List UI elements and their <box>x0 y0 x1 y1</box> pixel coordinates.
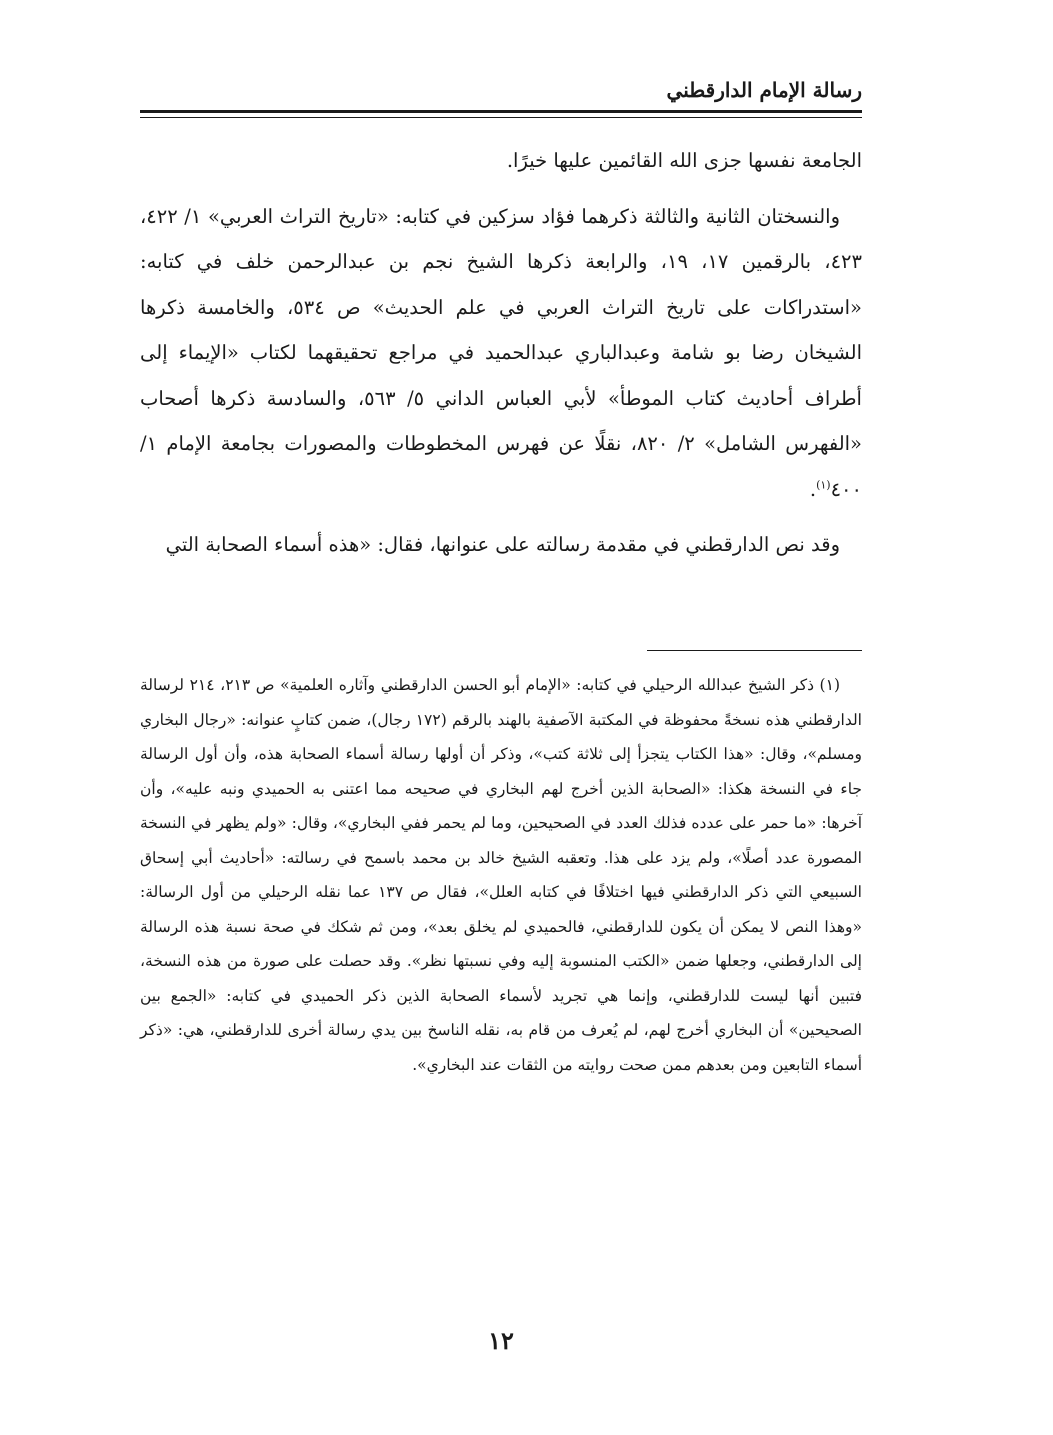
footnote-1: (١) ذكر الشيخ عبدالله الرحيلي في كتابه: «الإمام أبو الحسن الدارقطني وآثاره العلمية» ص ٢١٣، ٢١٤ لرسالة الدارقطني هذه نسخةً محفوظة في المكتبة الآصفية بالهند بالرقم (١٧٢ رجال)، ضمن كتابٍ عنوانه: «رجال البخاري ومسلم»، وقال: «هذا الكتاب يتجزأ إلى ثلاثة كتب»، وذكر أن أولها رسالة أسماء الصحابة هذه، وأن أول الرسالة جاء في النسخة هكذا: «الصحابة الذين أخرج لهم البخاري في صحيحه مما اعتنى به الحميدي ونبه عليه»، وأن آخرها: «ما حمر على عدده فذلك العدد في الصحيحين، وما لم يحمر ففي البخاري»، وقال: «ولم يظهر في النسخة المصورة عدد أصلًا»، ولم يزد على هذا. وتعقبه الشيخ خالد بن محمد باسمح في رسالته: «أحاديث أبي إسحاق السبيعي التي ذكر الدارقطني فيها اختلافًا في كتابه العلل»، فقال ص ١٣٧ عما نقله الرحيلي من أول الرسالة: «وهذا النص لا يمكن أن يكون للدارقطني، فالحميدي لم يخلق بعد»، ومن ثم شكك في صحة نسبة هذه الرسالة إلى الدارقطني، وجعلها ضمن «الكتب المنسوبة إليه وفي نسبتها نظر». وقد حصلت على صورة من هذه النسخة، فتبين أنها ليست للدارقطني، وإنما هي تجريد لأسماء الصحابة الذين ذكر الحميدي في كتابه: «الجمع بين الصحيحين» أن البخاري أخرج لهم، لم يُعرف من قام به، نقله الناسخ بين يدي رسالة أخرى للدارقطني، هي: «ذكر أسماء التابعين ومن بعدهم ممن صحت روايته من الثقات عند البخاري». <box>140 676 862 1074</box>
main-text <box>140 138 862 568</box>
footnote-reference[interactable]: (١) <box>816 478 831 491</box>
paragraph-manuscripts-end: . <box>809 477 817 501</box>
header-rule-thick <box>140 110 862 113</box>
paragraph-manuscripts-text: والنسختان الثانية والثالثة ذكرهما فؤاد سزكين في كتابه: «تاريخ التراث العربي» ١/ ٤٢٢، ٤٢٣، بالرقمين ١٧، ١٩، والرابعة ذكرها الشيخ نجم بن عبدالرحمن خلف في كتابه: «استدراكات على تاريخ التراث العربي في علم الحديث» ص ٥٣٤، والخامسة ذكرها الشيخان رضا بو شامة وعبدالباري عبدالحميد في مراجع تحقيقهما لكتاب «الإيماء إلى أطراف أحاديث كتاب الموطأ» لأبي العباس الداني ٥/ ٥٦٣، والسادسة ذكرها أصحاب «الفهرس الشامل» ٢/ ٨٢٠، نقلًا عن فهرس المخطوطات والمصورات بجامعة الإمام ١/ ٤٠٠ <box>140 204 862 501</box>
footnote-separator <box>647 650 862 651</box>
book-page <box>140 0 862 1435</box>
paragraph-title-intro: وقد نص الدارقطني في مقدمة رسالته على عنوانها، فقال: «هذه أسماء الصحابة التي <box>165 533 840 556</box>
footnotes-section <box>140 668 862 1082</box>
running-title: رسالة الإمام الدارقطني <box>666 78 862 102</box>
paragraph-manuscripts <box>140 194 862 513</box>
paragraph-continuation: الجامعة نفسها جزى الله القائمين عليها خيرًا. <box>506 149 862 172</box>
header-rule-thin <box>140 117 862 118</box>
page-number: ١٢ <box>488 1326 514 1355</box>
